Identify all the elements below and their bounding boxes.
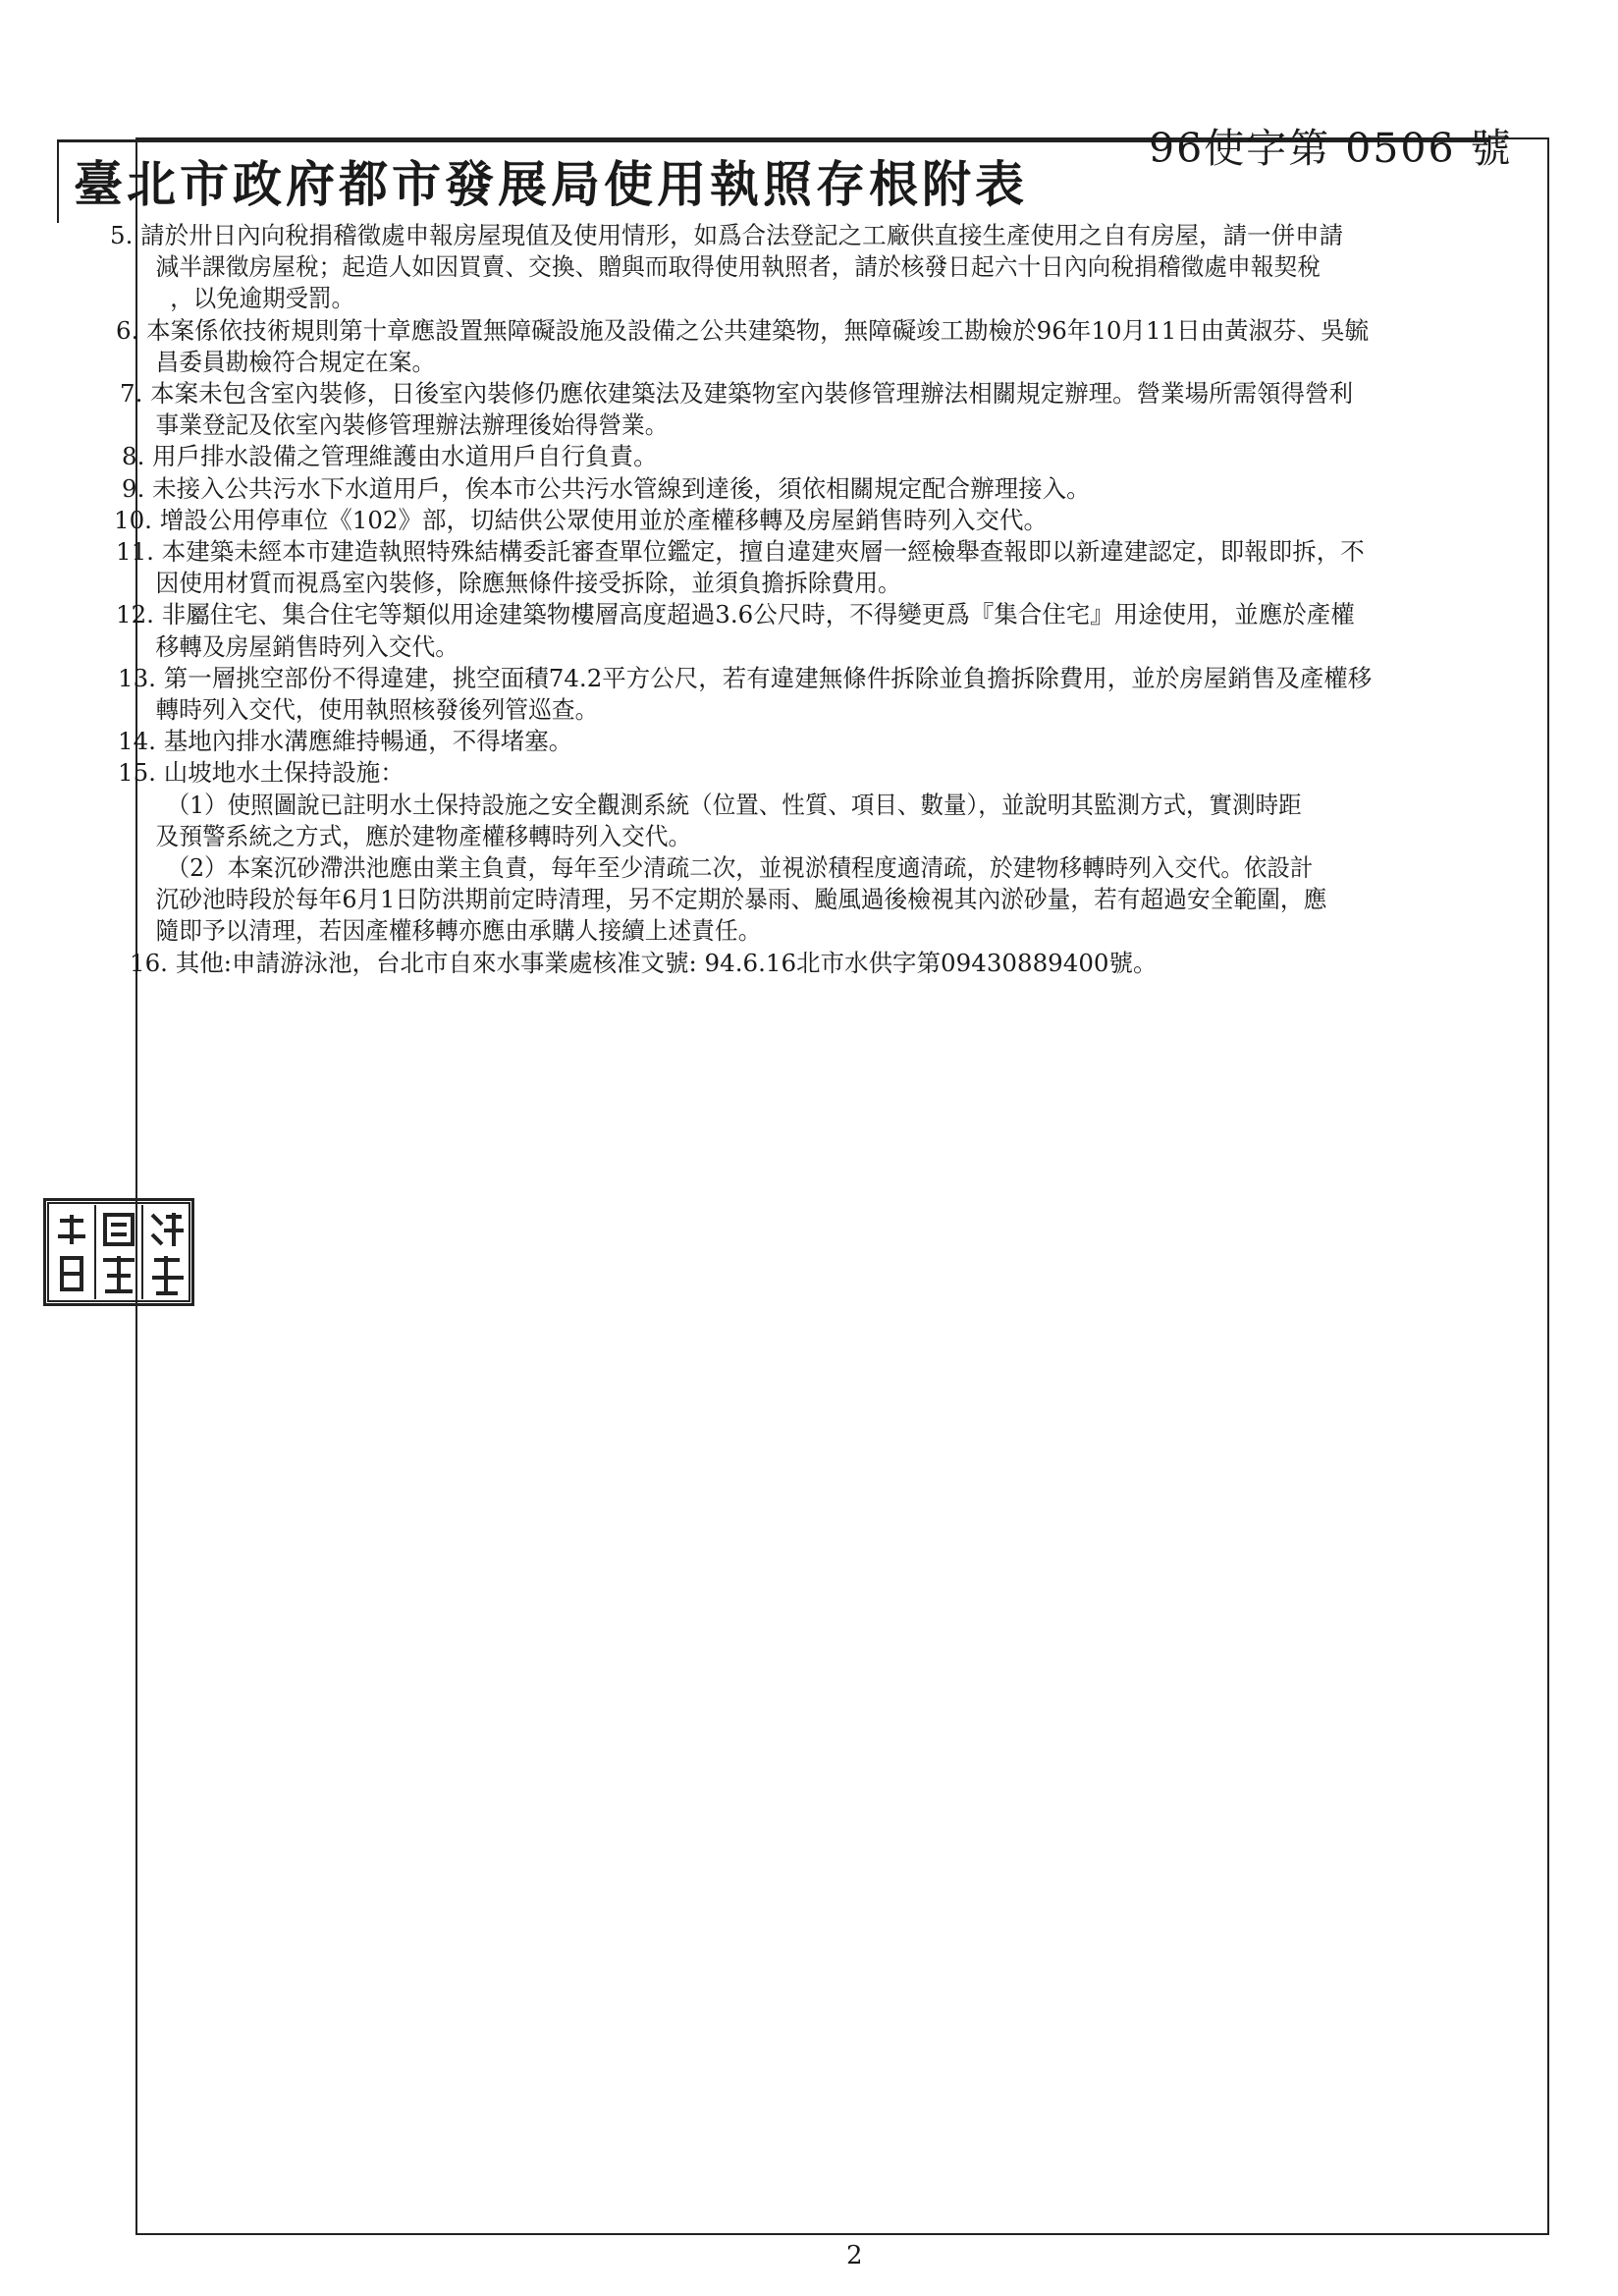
page-title: 臺北市政府都市發展局使用執照存根附表	[74, 155, 1028, 213]
list-item: 9. 未接入公共污水下水道用戶，俟本市公共污水管線到達後，須依相關規定配合辦理接入。	[122, 473, 1091, 503]
list-item: 事業登記及依室內裝修管理辦法辦理後始得營業。	[155, 410, 669, 440]
list-item: 8. 用戶排水設備之管理維護由水道用戶自行負責。	[122, 442, 658, 471]
list-item: 因使用材質而視爲室內裝修，除應無條件接受拆除，並須負擔拆除費用。	[155, 569, 901, 598]
official-seal	[43, 1198, 194, 1306]
list-item: 14. 基地內排水溝應維持暢通，不得堵塞。	[118, 727, 573, 756]
list-item: （2）本案沉砂滯洪池應由業主負責，每年至少清疏二次，並視淤積程度適清疏，於建物移轉時列入交代。依設計	[166, 853, 1314, 883]
list-item: 隨即予以清理，若因產權移轉亦應由承購人接續上述責任。	[155, 916, 762, 946]
list-item: 減半課徵房屋稅；起造人如因買賣、交換、贈與而取得使用執照者，請於核發日起六十日內向稅捐稽徵處申報契稅	[155, 252, 1321, 282]
list-item: 10. 增設公用停車位《102》部，切結供公眾使用並於產權移轉及房屋銷售時列入交代。	[114, 505, 1049, 534]
list-item: 12. 非屬住宅、集合住宅等類似用途建築物樓層高度超過3.6公尺時，不得變更爲『集合住宅』用途使用，並應於產權	[116, 600, 1355, 629]
list-item: 昌委員勘檢符合規定在案。	[155, 347, 436, 376]
list-item: 16. 其他:申請游泳池，台北市自來水事業處核准文號: 94.6.16北市水供字第09430889400號。	[130, 948, 1158, 977]
list-item: 移轉及房屋銷售時列入交代。	[155, 631, 458, 661]
list-item: 13. 第一層挑空部份不得違建，挑空面積74.2平方公尺，若有違建無條件拆除並負擔拆除費用，並於房屋銷售及產權移	[118, 663, 1373, 692]
list-item: （1）使照圖說已註明水土保持設施之安全觀測系統（位置、性質、項目、數量），並說明其監測方式，實測時距	[166, 790, 1302, 819]
page-number: 2	[846, 2241, 863, 2270]
list-item: 7. 本案未包含室內裝修，日後室內裝修仍應依建築法及建築物室內裝修管理辦法相關規定辦理。營業場所需領得營利	[120, 379, 1354, 409]
header-left-rule	[57, 139, 59, 223]
list-item: 沉砂池時段於每年6月1日防洪期前定時清理，另不定期於暴雨、颱風過後檢視其內淤砂量，若有超過安全範圍，應	[155, 885, 1327, 914]
notes-list	[110, 220, 1543, 979]
list-item: ，以免逾期受罰。	[170, 284, 354, 313]
list-item: 6. 本案係依技術規則第十章應設置無障礙設施及設備之公共建築物，無障礙竣工勘檢於96年10月11日由黃淑芬、吳毓	[116, 315, 1370, 345]
list-item: 5. 請於卅日內向稅捐稽徵處申報房屋現值及使用情形，如爲合法登記之工廠供直接生產使用之自有房屋，請一併申請	[110, 221, 1344, 249]
list-item: 11. 本建築未經本市建造執照特殊結構委託審查單位鑑定，擅自違建夾層一經檢舉查報即以新違建認定，即報即拆，不	[116, 537, 1365, 567]
list-item: 及預警系統之方式，應於建物產權移轉時列入交代。	[155, 821, 692, 850]
seal-graphic	[46, 1201, 191, 1303]
list-item: 15. 山坡地水土保持設施：	[118, 758, 404, 788]
list-item: 轉時列入交代，使用執照核發後列管巡查。	[155, 695, 599, 725]
document-number: 96使字第 0506 號	[1149, 125, 1513, 172]
